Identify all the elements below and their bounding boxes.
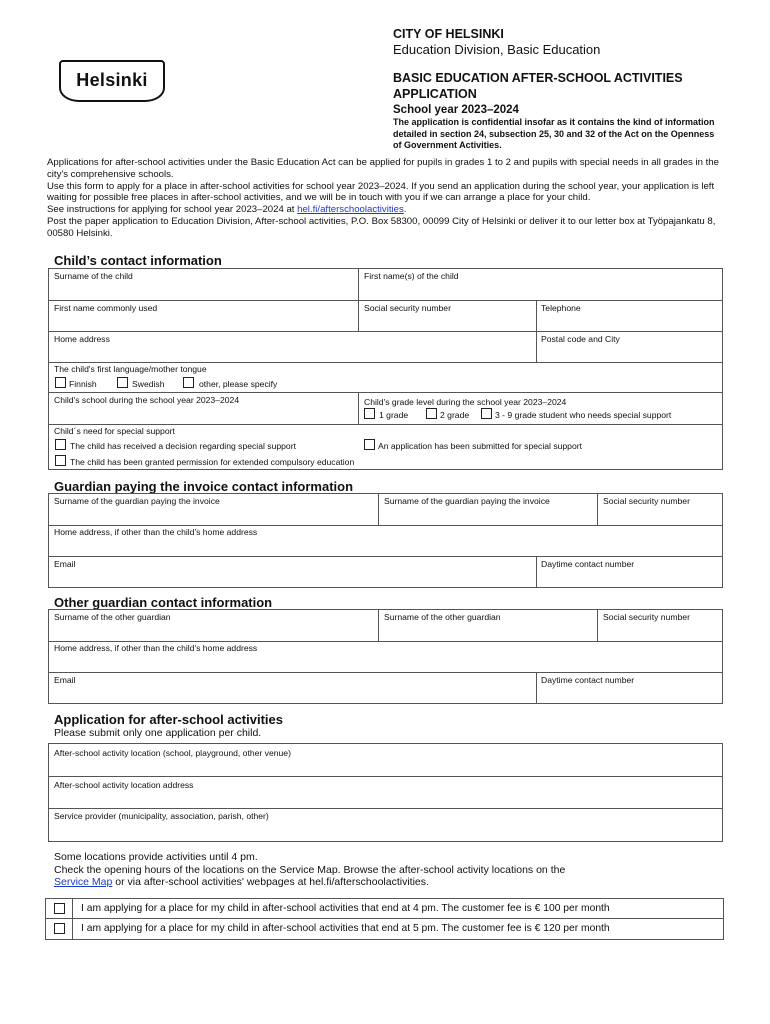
activity-address-field[interactable]: After-school activity location address [54,780,194,790]
child-postal-field[interactable]: Postal code and City [541,334,620,344]
grade-level-label: Child's grade level during the school year 2023–2024 [364,397,567,407]
form-title-line1: BASIC EDUCATION AFTER-SCHOOL ACTIVITIES [393,71,683,85]
child-ssn-field[interactable]: Social security number [364,303,451,313]
special-support-label: Child´s need for special support [54,426,175,436]
guardian-section-heading: Guardian paying the invoice contact information [54,479,354,494]
child-first-names-field[interactable]: First name(s) of the child [364,271,459,281]
support-application-checkbox[interactable] [364,439,375,450]
grade-1-label: 1 grade [379,410,409,420]
other-guardian-section-heading: Other guardian contact information [54,595,273,610]
divider [597,493,598,525]
form-title-line2: APPLICATION [393,87,477,101]
service-map-note: Check the opening hours of the locations on the Service Map. Browse the after-school activity locations on the [54,864,566,876]
divider [48,556,723,557]
other-guardian-table [48,609,723,704]
guardian-address-field[interactable]: Home address, if other than the child's home address [54,527,258,537]
child-home-address-field[interactable]: Home address [54,334,110,344]
swedish-label: Swedish [132,379,165,389]
divider [48,672,723,673]
intro-text-span: . [403,204,407,216]
divider [48,776,723,777]
divider [72,898,73,940]
child-section-heading: Child’s contact information [54,253,222,268]
option-5pm-checkbox[interactable] [54,923,65,934]
other-language-label: other, please specify [199,379,278,389]
other-guardian-address-field[interactable]: Home address, if other than the child's home address [54,643,258,653]
divider [48,362,723,363]
other-guardian-surname2-field[interactable]: Surname of the other guardian [384,612,501,622]
support-application-label: An application has been submitted for special support [378,441,582,451]
grade-3-9-checkbox[interactable] [481,408,492,419]
guardian-surname-field[interactable]: Surname of the guardian paying the invoice [54,496,220,506]
extended-education-checkbox[interactable] [55,455,66,466]
divider [358,268,359,331]
finnish-label: Finnish [69,379,97,389]
grade-1-checkbox[interactable] [364,408,375,419]
divider [48,392,723,393]
option-4pm-checkbox[interactable] [54,903,65,914]
divider [48,424,723,425]
guardian-table [48,493,723,588]
swedish-checkbox[interactable] [117,377,128,388]
extended-education-label: The child has been granted permission for extended compulsory education [70,457,355,467]
service-map-link[interactable]: Service Map [54,876,113,888]
service-map-note-text: or via after-school activities' webpages at hel.fi/afterschoolactivities. [112,876,429,888]
divider [378,609,379,641]
school-year: School year 2023–2024 [393,104,519,116]
finnish-checkbox[interactable] [55,377,66,388]
divider [597,609,598,641]
divider [536,300,537,362]
service-provider-field[interactable]: Service provider (municipality, association, parish, other) [54,811,269,821]
divider [378,493,379,525]
divider [48,808,723,809]
divider [358,392,359,424]
service-map-note-2 [54,876,429,888]
application-subheading: Please submit only one application per child. [54,727,262,739]
divider [536,672,537,704]
divider [48,331,723,332]
guardian-ssn-field[interactable]: Social security number [603,496,690,506]
intro-text-span: See instructions for applying for school year 2023–2024 at [47,204,298,216]
intro-paragraph [47,204,727,216]
support-decision-checkbox[interactable] [55,439,66,450]
activity-location-field[interactable]: After-school activity location (school, playground, other venue) [54,748,291,758]
child-first-name-used-field[interactable]: First name commonly used [54,303,158,313]
child-surname-field[interactable]: Surname of the child [54,271,133,281]
option-5pm-label: I am applying for a place for my child in after-school activities that end at 5 pm. The customer fee is € 120 per month [81,923,610,934]
other-guardian-ssn-field[interactable]: Social security number [603,612,690,622]
language-label: The child's first language/mother tongue [54,364,207,374]
opening-hours-note: Some locations provide activities until 4 pm. [54,851,258,863]
support-decision-label: The child has received a decision regarding special support [70,441,296,451]
divider [45,918,724,919]
city-name: CITY OF HELSINKI [393,27,504,41]
other-guardian-daytime-field[interactable]: Daytime contact number [541,675,635,685]
intro-paragraph: Use this form to apply for a place in after-school activities for school year 2023–2024. If you send an application during the school year, your application is left waiting for possible free places in after-school activities, and we will be in touch with you if we can arrange a place for your child. [47,180,715,204]
divider [48,525,723,526]
guardian-daytime-field[interactable]: Daytime contact number [541,559,635,569]
grade-2-checkbox[interactable] [426,408,437,419]
other-guardian-email-field[interactable]: Email [54,675,76,685]
guardian-surname2-field[interactable]: Surname of the guardian paying the invoice [384,496,550,506]
helsinki-logo: Helsinki [59,60,165,102]
grade-2-label: 2 grade [440,410,470,420]
guardian-email-field[interactable]: Email [54,559,76,569]
child-telephone-field[interactable]: Telephone [541,303,581,313]
grade-3-9-label: 3 - 9 grade student who needs special support [495,410,672,420]
option-4pm-label: I am applying for a place for my child in after-school activities that end at 4 pm. The customer fee is € 100 per month [81,903,610,914]
divider [48,641,723,642]
division-name: Education Division, Basic Education [393,42,601,57]
divider [536,556,537,588]
intro-paragraph: Post the paper application to Education Division, After-school activities, P.O. Box 58300, 00099 City of Helsinki or deliver it to our letter box at Työpajankatu 8, 00580 Helsinki. [47,215,716,239]
other-language-checkbox[interactable] [183,377,194,388]
divider [48,300,723,301]
intro-paragraph: Applications for after-school activities under the Basic Education Act can be applied for pupils in grades 1 to 2 and pupils with special needs in all grades in the city's comprehensive schools. [47,157,719,180]
intro-text [47,157,727,240]
child-school-field[interactable]: Child's school during the school year 2023–2024 [54,395,240,405]
confidentiality-note: The application is confidential insofar as it contains the kind of information detailed in section 24, subsection 25, 30 and 32 of the Act on the Openness of Government Activities. [393,117,715,150]
other-guardian-surname-field[interactable]: Surname of the other guardian [54,612,171,622]
instructions-link[interactable]: hel.fi/afterschoolactivities [297,204,404,216]
application-section-heading: Application for after-school activities [54,712,283,727]
